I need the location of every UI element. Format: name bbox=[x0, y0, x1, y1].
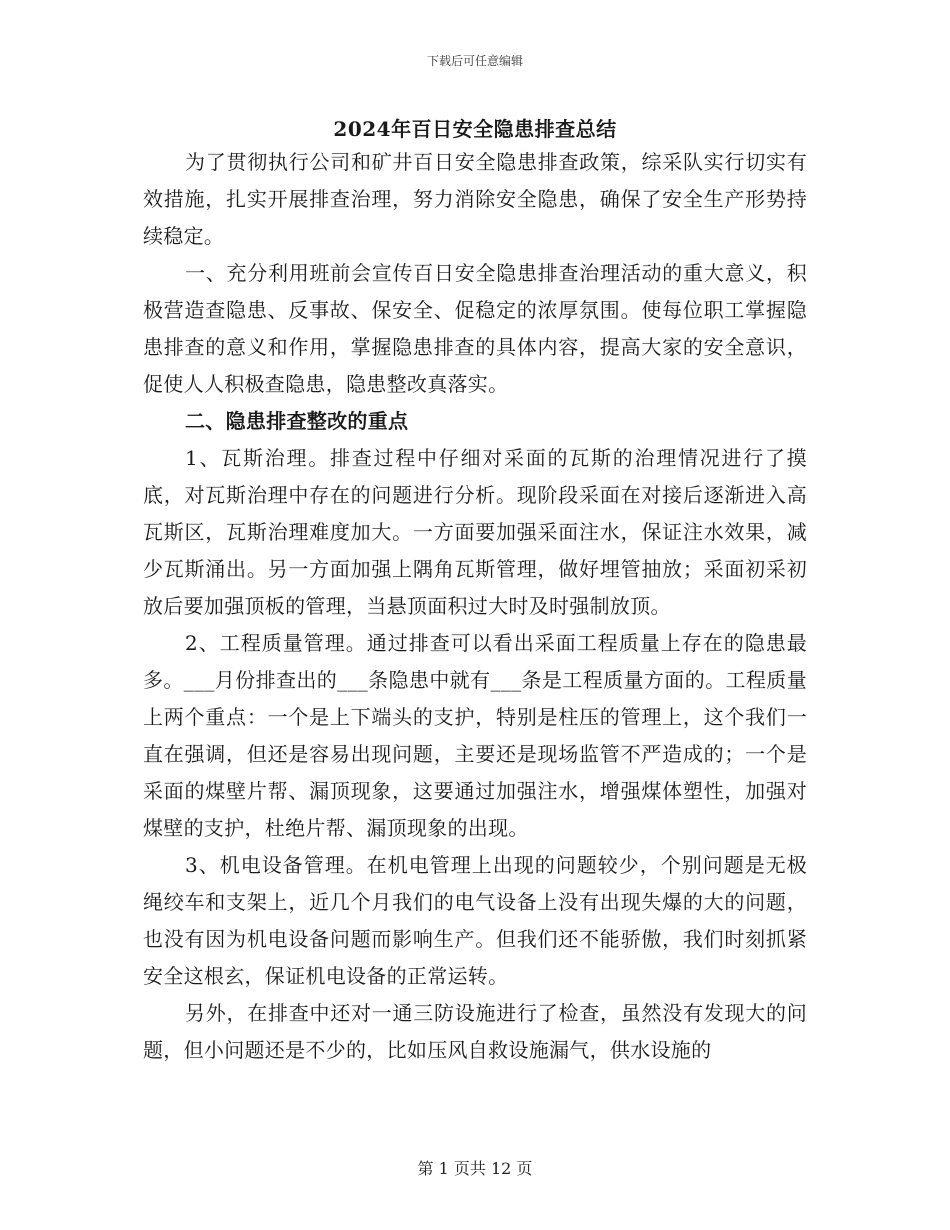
paragraph-equipment-management: 3、机电设备管理。在机电管理上出现的问题较少，个别问题是无极绳绞车和支架上，近几个月我们的电气设备上没有出现失爆的大的问题，也没有因为机电设备问题而影响生产。但我们还不能骄傲，我们时刻抓紧安全这根玄，保证机电设备的正常运转。 bbox=[143, 853, 807, 988]
paragraph-intro: 为了贯彻执行公司和矿井百日安全隐患排查政策，综采队实行切实有效措施，扎实开展排查治理，努力消除安全隐患，确保了安全生产形势持续稳定。 bbox=[143, 150, 807, 248]
page-header-note: 下载后可任意编辑 bbox=[426, 54, 523, 68]
document-body bbox=[143, 144, 807, 1069]
page-number: 第 1 页共 12 页 bbox=[417, 1159, 533, 1178]
paragraph-gas-control: 1、瓦斯治理。排查过程中仔细对采面的瓦斯的治理情况进行了摸底，对瓦斯治理中存在的问题进行分析。现阶段采面在对接后逐渐进入高瓦斯区，瓦斯治理难度加大。一方面要加强采面注水，保证注水效果，减少瓦斯涌出。另一方面加强上隅角瓦斯管理，做好埋管抽放；采面初采初放后要加强顶板的管理，当悬顶面积过大时及时强制放顶。 bbox=[143, 446, 807, 618]
section-heading-two: 二、隐患排查整改的重点 bbox=[185, 409, 409, 433]
paragraph-quality-management: 2、工程质量管理。通过排查可以看出采面工程质量上存在的隐患最多。___月份排查出的___条隐患中就有___条是工程质量方面的。工程质量上两个重点：一个是上下端头的支护，特别是柱压的管理上，这个我们一直在强调，但还是容易出现问题，主要还是现场监管不严造成的；一个是采面的煤壁片帮、漏顶现象，这要通过加强注水，增强煤体塑性，加强对煤壁的支护，杜绝片帮、漏顶现象的出现。 bbox=[143, 631, 807, 840]
paragraph-section-one: 一、充分利用班前会宣传百日安全隐患排查治理活动的重大意义，积极营造查隐患、反事故、保安全、促稳定的浓厚氛围。使每位职工掌握隐患排查的意义和作用，掌握隐患排查的具体内容，提高大家的安全意识，促使人人积极查隐患，隐患整改真落实。 bbox=[143, 261, 807, 396]
document-title: 2024年百日安全隐患排查总结 bbox=[333, 117, 617, 141]
paragraph-additional: 另外，在排查中还对一通三防设施进行了检查，虽然没有发现大的问题，但小问题还是不少的，比如压风自救设施漏气，供水设施的 bbox=[143, 1001, 807, 1062]
